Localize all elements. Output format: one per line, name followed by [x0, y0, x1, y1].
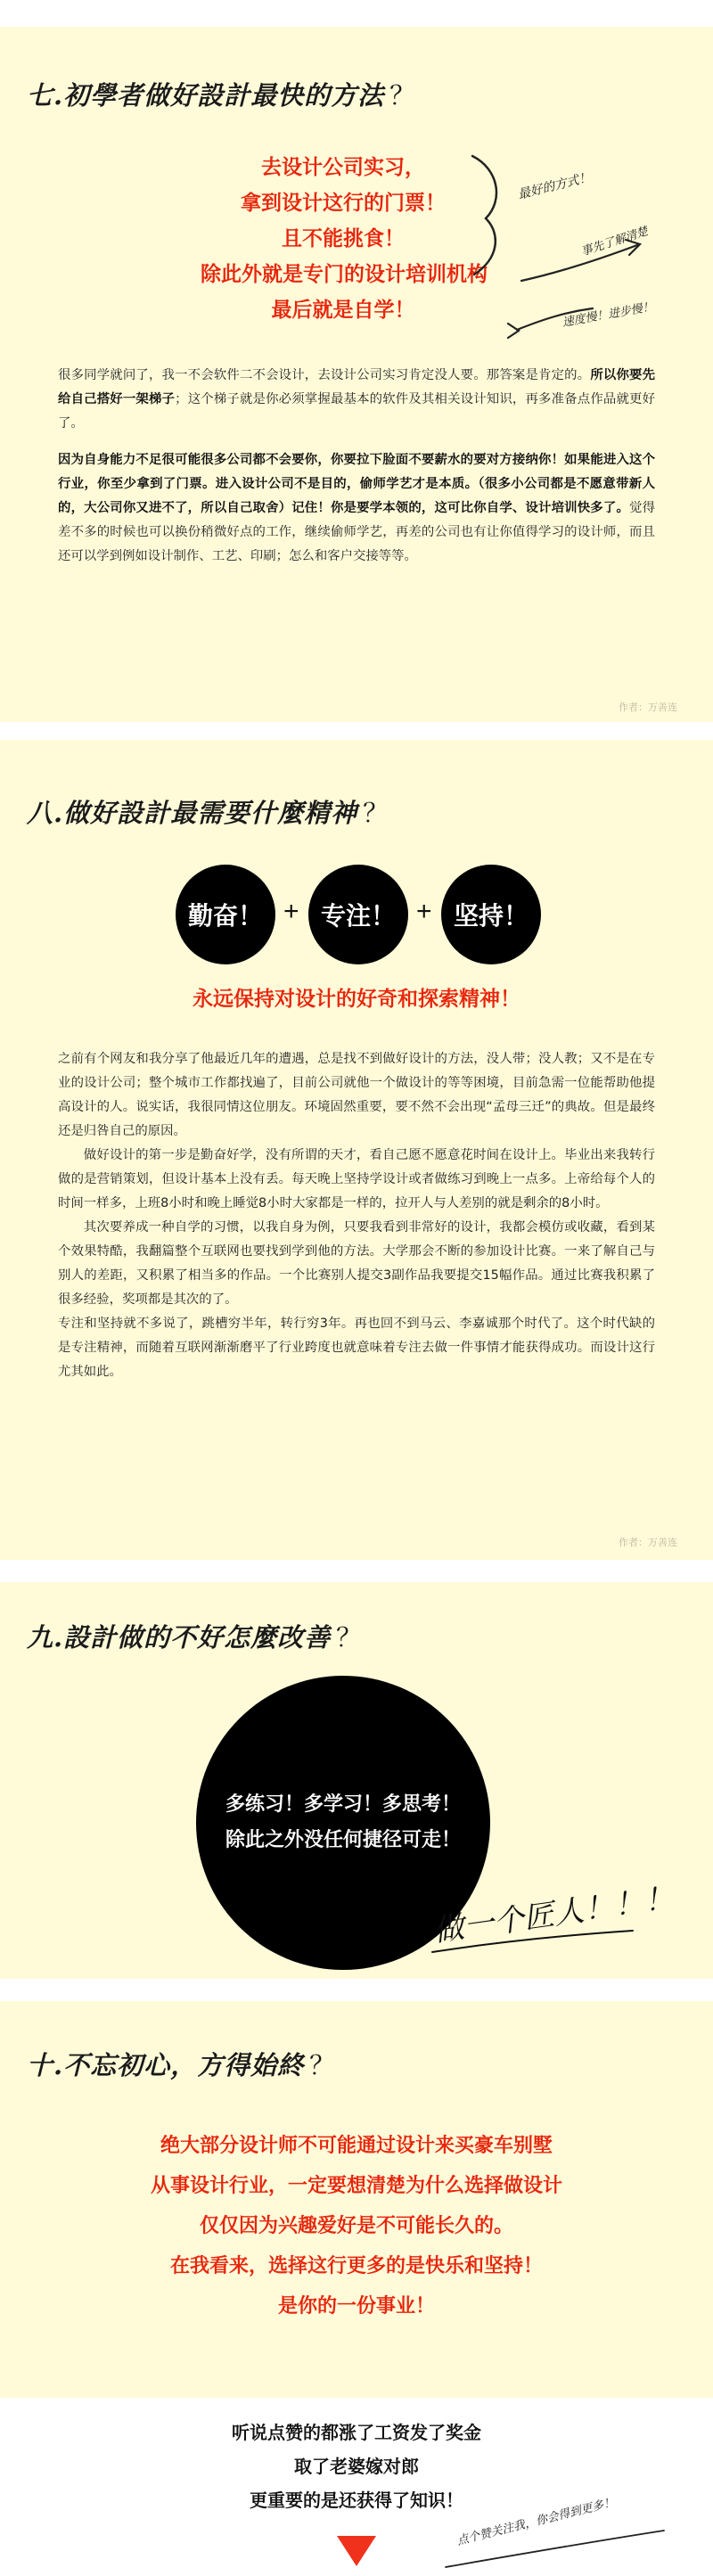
section-7-title-text: 七.初學者做好設計最快的方法 [27, 80, 385, 111]
section-10-red-lines [0, 2126, 713, 2326]
para-text: ；这个梯子就是你必须掌握最基本的软件及其相关设计知识，再多准备点作品就更好了。 [58, 392, 655, 431]
section-8-para: 其次要养成一种自学的习惯，以我自身为例，只要我看到非常好的设计，我都会模仿或收藏，看到某个效果特酷，我翻篇整个互联网也要找到学到他的方法。大学那会不断的参加设计比赛。一来了解自己与别人的差距，又积累了相当多的作品。一个比赛别人提交3副作品我要提交15幅作品。通过比赛我积累了很多经验，奖项都是其次的了。 [58, 1220, 655, 1307]
note-best-way: 最好的方式！ [516, 170, 593, 202]
section-9-title-qmark: ？ [336, 1624, 364, 1653]
footer-line: 听说点赞的都涨了工资发了奖金 [232, 2422, 481, 2443]
note-learn-first: 事先了解清楚 [579, 225, 651, 259]
red-line: 去设计公司实习， [261, 156, 425, 179]
section-7-para-1 [58, 364, 655, 436]
note-slow: 速度慢！进步慢！ [561, 300, 655, 330]
para-text: 觉得差不多的时候也可以换份稍微好点的工作，继续偷师学艺，再差的公司也有让你值得学习的设计师，而且还可以学到例如设计制作、工艺、印刷；怎么和客户交接等等。 [58, 501, 655, 563]
para-bold-text: 因为自身能力不足很可能很多公司都不会要你，你要拉下脸面不要薪水的要对方接纳你！如果能进入这个行业，你至少拿到了门票。进入设计公司不是目的，偷师学艺才是本质。（很多小公司都是不愿意带新人的，大公司你又进不了，所以自己取舍）记住！你是要学本领的，这可比你自学、设计培训快多了。 [58, 453, 655, 515]
section-8-title-qmark: ？ [363, 800, 390, 828]
section-9-panel [0, 1582, 713, 1979]
section-7-para-2 [58, 448, 655, 569]
circle-label: 专注！ [320, 901, 396, 931]
circle-diligent [176, 865, 275, 964]
section-7-body [58, 364, 655, 569]
red-line: 除此外就是专门的设计培训机构 [201, 263, 488, 286]
circle-focus [308, 865, 408, 964]
section-9-title [27, 1618, 363, 1654]
section-8-para: 做好设计的第一步是勤奋好学，没有所谓的天才，看自己愿不愿意花时间在设计上。毕业出来我转行做的是营销策划，但设计基本上没有丢。每天晚上坚持学设计或者做练习到晚上一点多。上帝给每个人的时间一样多，上班8小时和晚上睡觉8小时大家都是一样的，拉开人与人差别的就是剩余的8小时。 [58, 1148, 655, 1210]
subtitle-text: 永远保持对设计的好奇和探索精神！ [193, 988, 520, 1011]
section-10-title-qmark: ？ [309, 2052, 337, 2080]
down-arrow-icon [337, 2536, 376, 2566]
red-line: 是你的一份事业！ [277, 2295, 435, 2318]
section-7-title [27, 76, 416, 112]
section-10-title [27, 2046, 336, 2082]
red-line: 在我看来，选择这行更多的是快乐和坚持！ [169, 2255, 543, 2277]
section-8-body [58, 1047, 655, 1384]
section-10-panel [0, 2001, 713, 2398]
red-line: 从事设计行业，一定要想清楚为什么选择做设计 [150, 2175, 562, 2197]
section-7-panel [0, 27, 713, 722]
author-credit: 作者：万善连 [619, 1537, 677, 1548]
section-8-title-text: 八.做好設計最需要什麼精神 [27, 798, 358, 828]
section-8-panel [0, 740, 713, 1560]
circle-line: 多练习！多学习！多思考！ [225, 1793, 461, 1816]
footer-line: 更重要的是还获得了知识！ [250, 2490, 463, 2511]
red-line: 且不能挑食！ [282, 227, 405, 250]
para-bold-text: 所以你要先给自己搭好一架梯子 [58, 368, 655, 406]
circle-label: 坚持！ [453, 901, 529, 931]
footer-handwritten-note: 点个赞关注我，你会得到更多！ [455, 2496, 617, 2548]
plus-sign: + [416, 897, 432, 926]
section-10-title-text: 十.不忘初心，方得始終 [27, 2050, 305, 2080]
red-line: 拿到设计这行的门票！ [241, 192, 446, 215]
section-8-title [27, 793, 389, 830]
circle-label: 勤奋！ [187, 901, 263, 931]
footer-note-underline [441, 2527, 673, 2572]
section-8-para: 专注和坚持就不多说了，跳槽穷半年，转行穷3年。再也回不到马云、李嘉诚那个时代了。这个时代缺的是专注精神，而随着互联网渐渐磨平了行业跨度也就意味着专注去做一件事情才能获得成功。而设计这行尤其如此。 [58, 1317, 655, 1379]
footer-line: 取了老婆嫁对郎 [294, 2456, 419, 2477]
section-8-subtitle [0, 982, 713, 1012]
plus-sign: + [283, 897, 299, 926]
section-7-title-qmark: ？ [389, 82, 417, 111]
circle-line: 除此之外没任何捷径可走！ [225, 1829, 461, 1851]
signature-underline [428, 1925, 642, 1961]
author-credit: 作者：万善连 [619, 701, 677, 713]
red-line: 最后就是自学！ [271, 299, 415, 322]
red-line: 绝大部分设计师不可能通过设计来买豪车别墅 [160, 2135, 553, 2157]
section-8-para: 之前有个网友和我分享了他最近几年的遭遇，总是找不到做好设计的方法，没人带；没人教；又不是在专业的设计公司；整个城市工作都找遍了，目前公司就他一个做设计的等等困境，目前急需一位能帮助他提高设计的人。说实话，我很同情这位朋友。环境固然重要，要不然不会出现“孟母三迁”的典故。但是最终还是归咎自己的原因。 [58, 1052, 655, 1138]
para-text: 很多同学就问了，我一不会软件二不会设计，去设计公司实习肯定没人要。那答案是肯定的。 [58, 368, 591, 382]
signature-craftsman: 做一个匠人！！！ [431, 1880, 676, 1949]
section-9-title-text: 九.設計做的不好怎麼改善 [27, 1622, 332, 1653]
red-line: 仅仅因为兴趣爱好是不可能长久的。 [199, 2215, 513, 2237]
circle-persist [441, 865, 541, 964]
